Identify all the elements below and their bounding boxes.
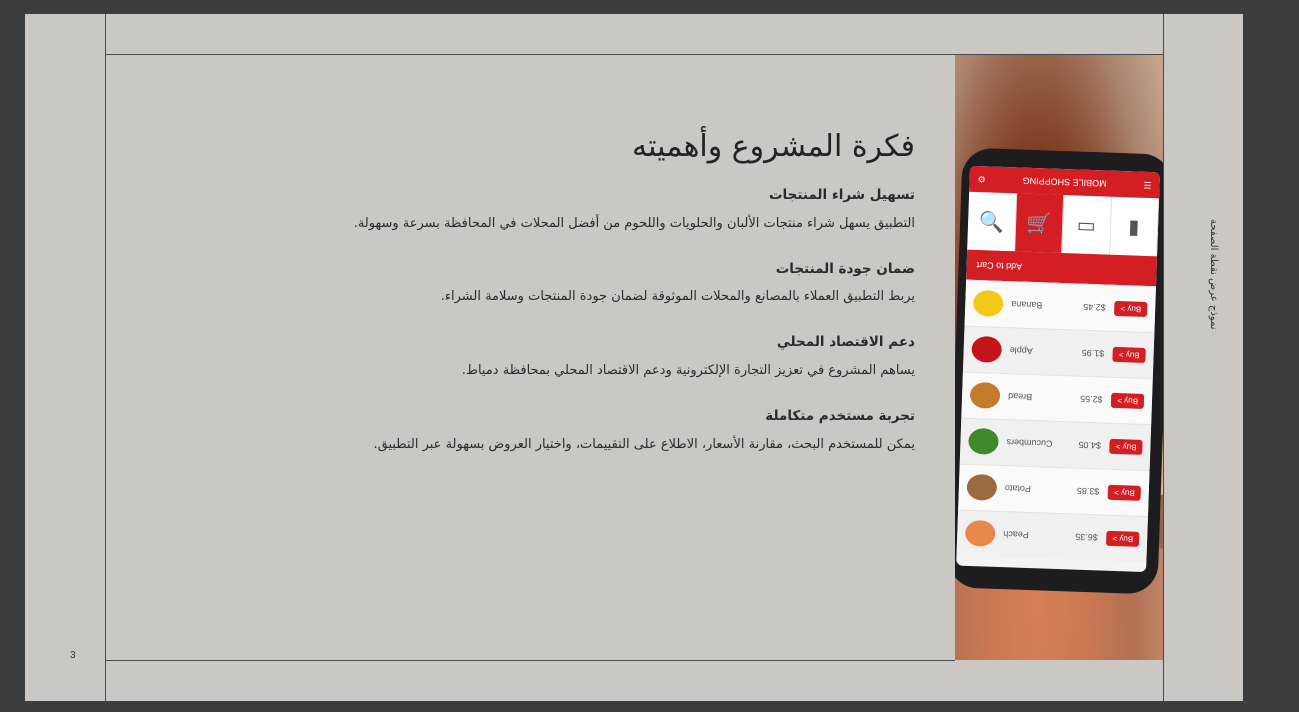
product-image bbox=[971, 336, 1002, 363]
product-row bbox=[961, 372, 1152, 425]
section-body: التطبيق يسهل شراء منتجات الألبان والحلويات واللحوم من أفضل المحلات في المحافظة بسرعة وسهولة. bbox=[353, 215, 915, 231]
product-price: $6.35 bbox=[1075, 532, 1098, 543]
cart-icon: 🛒 bbox=[1015, 193, 1064, 253]
page-number: 3 bbox=[70, 650, 76, 661]
app-title: MOBILE SHOPPING bbox=[1022, 175, 1107, 189]
side-note: نموذج عرض نقطة الصفحة bbox=[1208, 218, 1219, 330]
section bbox=[325, 261, 915, 307]
product-price: $1.95 bbox=[1081, 348, 1105, 360]
product-image bbox=[966, 474, 997, 501]
phone-screen bbox=[956, 166, 1160, 572]
bottom-margin-line bbox=[105, 660, 955, 661]
phone-photo bbox=[955, 55, 1163, 660]
product-price: $3.85 bbox=[1076, 486, 1100, 497]
product-name: Potato bbox=[1004, 483, 1032, 495]
product-image bbox=[968, 428, 999, 455]
product-name: Peach bbox=[1003, 529, 1029, 541]
slide-content bbox=[325, 129, 915, 482]
section bbox=[325, 187, 915, 233]
product-price: $4.05 bbox=[1078, 440, 1102, 451]
slide-title: فكرة المشروع وأهميته bbox=[632, 129, 915, 164]
app-tabs bbox=[967, 192, 1159, 257]
card-icon: ▭ bbox=[1062, 195, 1111, 255]
buy-button: Buy > bbox=[1111, 393, 1144, 409]
document-page bbox=[25, 14, 1243, 701]
section-heading: دعم الاقتصاد المحلي bbox=[776, 334, 915, 351]
right-margin-line bbox=[1163, 14, 1164, 701]
product-name: Banana bbox=[1011, 299, 1043, 311]
section-body: يمكن للمستخدم البحث، مقارنة الأسعار، الاطلاع على التقييمات، واختيار العروض بسهولة عبر التطبيق. bbox=[373, 436, 915, 452]
section bbox=[325, 408, 915, 454]
product-name: Bread bbox=[1007, 391, 1033, 403]
search-icon: 🔍 bbox=[967, 192, 1016, 252]
settings-icon: ⚙ bbox=[977, 174, 986, 185]
section-heading: تسهيل شراء المنتجات bbox=[768, 187, 915, 203]
left-margin-line bbox=[105, 14, 106, 701]
smartphone bbox=[955, 147, 1163, 594]
product-row bbox=[963, 326, 1154, 379]
product-image bbox=[965, 520, 996, 547]
product-row bbox=[960, 418, 1151, 471]
product-price: $2.45 bbox=[1083, 302, 1106, 314]
product-price: $2.55 bbox=[1079, 394, 1103, 406]
section-heading: ضمان جودة المنتجات bbox=[775, 260, 915, 277]
menu-icon: ☰ bbox=[1143, 180, 1152, 191]
product-image bbox=[973, 290, 1004, 317]
buy-button: Buy > bbox=[1109, 439, 1142, 455]
buy-button: Buy > bbox=[1106, 531, 1139, 547]
add-to-cart-bar: Add to Cart bbox=[966, 250, 1157, 287]
section-heading: تجربة مستخدم متكاملة bbox=[765, 408, 915, 425]
product-row bbox=[958, 464, 1149, 517]
product-row bbox=[965, 280, 1156, 333]
section-body: يساهم المشروع في تعزيز التجارة الإلكترونية ودعم الاقتصاد المحلي بمحافظة دمياط. bbox=[461, 363, 915, 379]
product-name: Apple bbox=[1009, 345, 1033, 357]
section bbox=[325, 334, 915, 380]
product-image bbox=[970, 382, 1001, 409]
truck-icon: ▮ bbox=[1110, 197, 1159, 257]
product-list bbox=[956, 280, 1156, 562]
buy-button: Buy > bbox=[1114, 301, 1147, 317]
product-name: Cucumbers bbox=[1006, 437, 1053, 450]
buy-button: Buy > bbox=[1113, 347, 1146, 363]
buy-button: Buy > bbox=[1108, 485, 1141, 501]
section-body: يربط التطبيق العملاء بالمصانع والمحلات الموثوقة لضمان جودة المنتجات وسلامة الشراء. bbox=[440, 289, 915, 305]
product-row bbox=[956, 510, 1147, 563]
